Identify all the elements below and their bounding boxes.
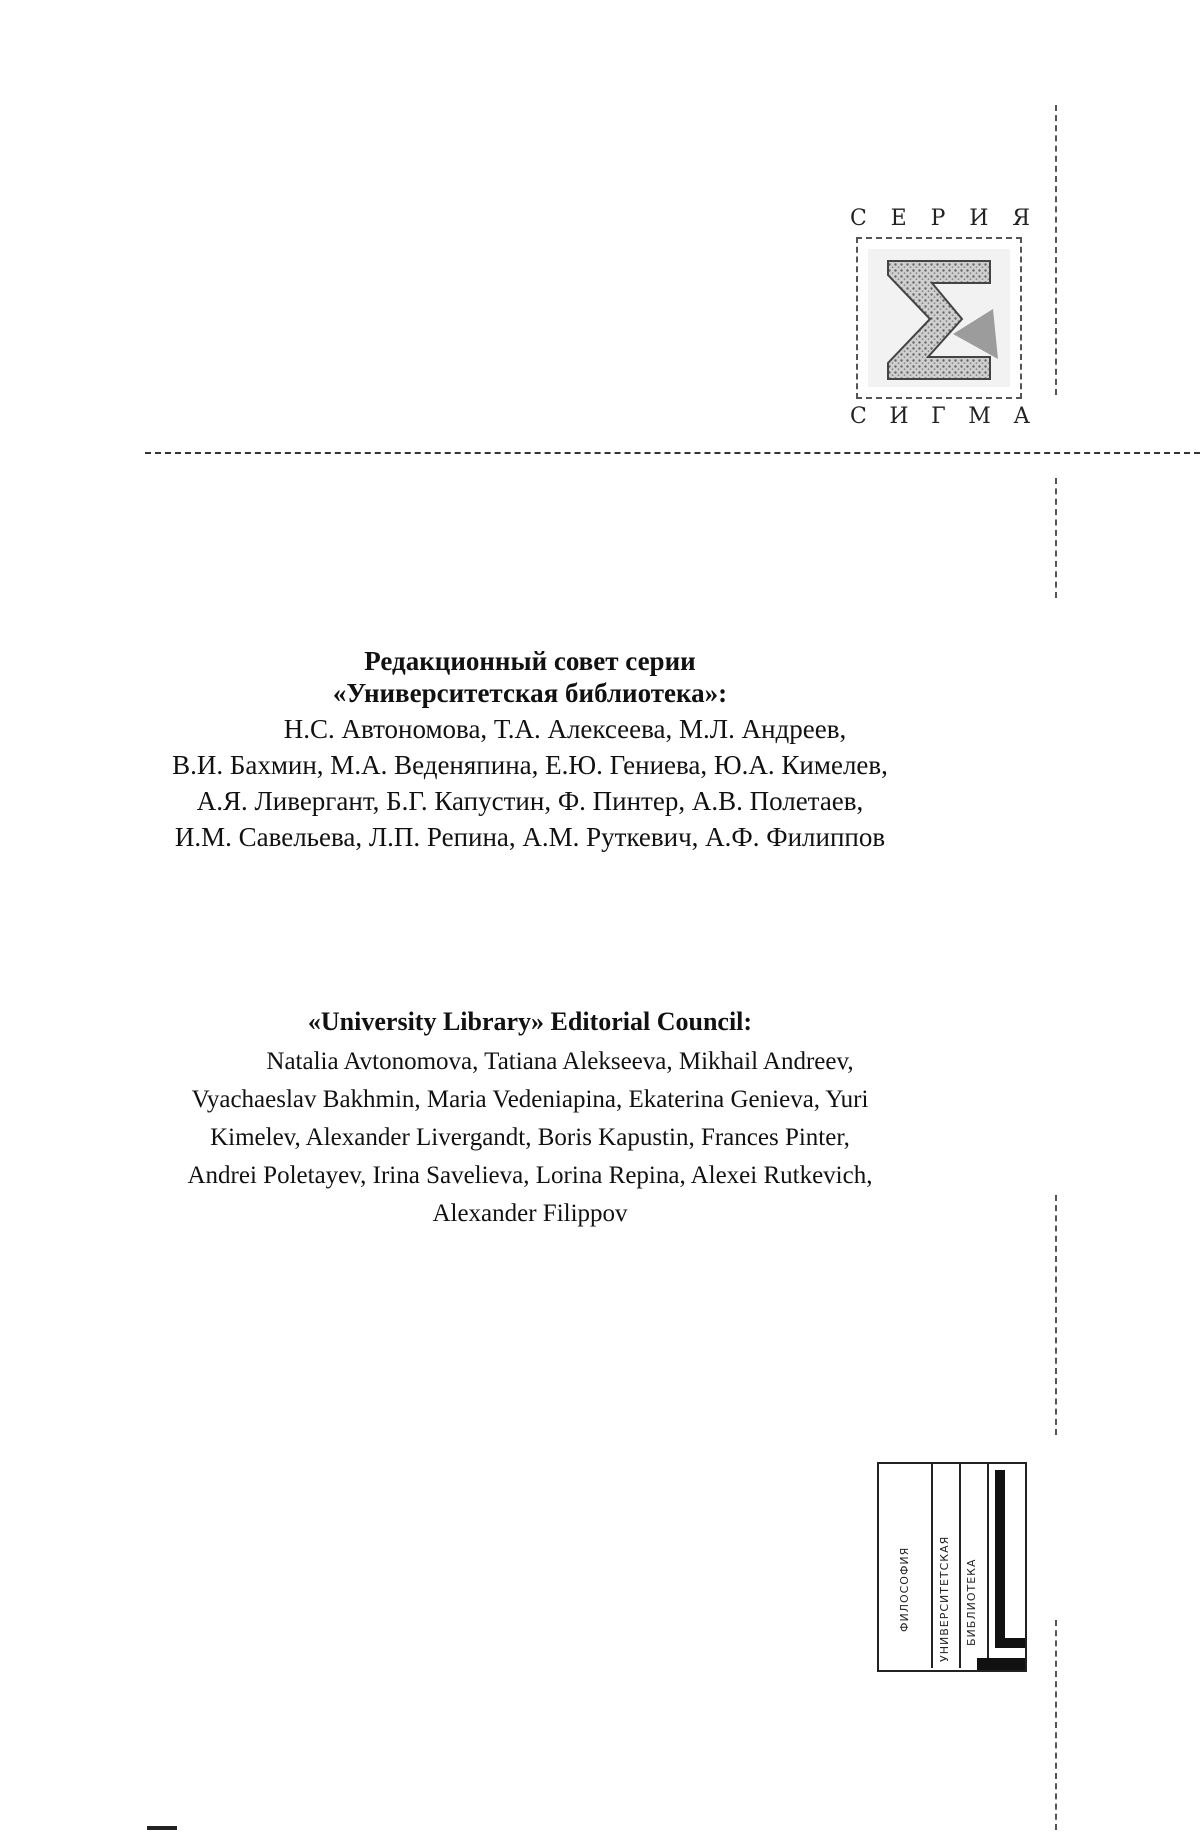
series-logo-top-letters [850, 207, 1030, 231]
council-heading-line: Редакционный совет серии [364, 646, 696, 676]
editorial-council-ru [70, 645, 990, 855]
member-line: В.И. Бахмин, М.А. Веденяпина, Е.Ю. Гениева, Ю.А. Кимелев, [172, 750, 888, 780]
council-members-ru [70, 711, 990, 855]
council-members-en [70, 1043, 990, 1233]
logo-letter: А [1013, 404, 1030, 429]
editorial-council-en [70, 1005, 990, 1233]
vertical-guide-line [1055, 105, 1057, 395]
member-line: Natalia Avtonomova, Tatiana Alekseeva, Mikhail Andreev, [266, 1048, 854, 1075]
vertical-guide-line [1055, 478, 1057, 598]
council-heading-en: «University Library» Editorial Council: [307, 1007, 753, 1036]
horizontal-guide-line [145, 452, 1200, 454]
member-line: Kimelev, Alexander Livergandt, Boris Kapustin, Frances Pinter, [210, 1124, 850, 1151]
logo-letter: С [850, 206, 867, 231]
series-logo [850, 207, 1030, 432]
member-line: А.Я. Ливергант, Б.Г. Капустин, Ф. Пинтер, А.В. Полетаев, [196, 786, 864, 816]
vertical-guide-line [1055, 1195, 1057, 1435]
emblem-bar-icon [977, 1658, 1025, 1670]
emblem-bar-icon [995, 1638, 1025, 1648]
logo-letter: Г [931, 404, 946, 429]
vertical-guide-line [1055, 1620, 1057, 1830]
member-line: Andrei Poletayev, Irina Savelieva, Lorina Repina, Alexei Rutkevich, [187, 1162, 873, 1189]
council-heading-line: «Университетская библиотека»: [332, 678, 728, 708]
emblem-label-university: УНИВЕРСИТЕТСКАЯ [938, 1535, 951, 1662]
member-line: И.М. Савельева, Л.П. Репина, А.М. Руткевич, А.Ф. Филиппов [174, 822, 886, 852]
logo-letter: Я [1012, 206, 1030, 231]
logo-letter: И [969, 206, 989, 231]
logo-letter: М [968, 404, 991, 429]
emblem-label-philosophy: ФИЛОСОФИЯ [898, 1546, 911, 1632]
member-line: Н.С. Автономова, Т.А. Алексеева, М.Л. Андреев, [283, 714, 847, 744]
logo-letter: И [889, 404, 909, 429]
emblem-label-library: БИБЛИОТЕКА [965, 1558, 978, 1646]
page-footer-mark [147, 1826, 177, 1830]
logo-letter: С [850, 404, 867, 429]
logo-letter: Р [930, 206, 946, 231]
logo-letter: Е [890, 206, 907, 231]
council-heading-ru [70, 645, 990, 709]
publisher-emblem [877, 1462, 1027, 1672]
sigma-logo-icon [856, 237, 1022, 399]
member-line: Alexander Filippov [432, 1200, 628, 1227]
series-logo-bottom-letters [850, 405, 1030, 429]
member-line: Vyachaeslav Bakhmin, Maria Vedeniapina, Ekaterina Genieva, Yuri [191, 1086, 869, 1113]
emblem-bar-icon [995, 1470, 1005, 1638]
